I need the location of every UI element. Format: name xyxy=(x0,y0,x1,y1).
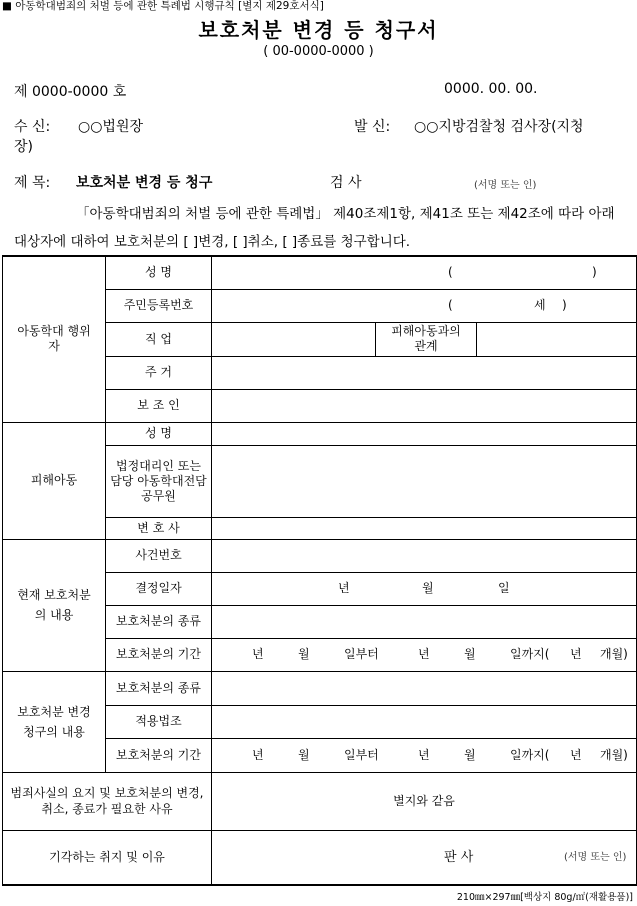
guardian-label: 법정대리인 또는 담당 아동학대전담 공무원 xyxy=(106,445,212,517)
document-title: 보호처분 변경 등 청구서 xyxy=(198,18,439,42)
recipient: ○○법원장 xyxy=(78,119,144,135)
perpetrator-address-field[interactable] xyxy=(212,356,637,389)
perpetrator-name-field[interactable]: ( ) xyxy=(212,256,637,289)
prosecutor-sign-note: (서명 또는 인) xyxy=(474,180,537,191)
perpetrator-name-label: 성 명 xyxy=(106,256,212,289)
current-type-label: 보호처분의 종류 xyxy=(106,605,212,638)
decision-date-label: 결정일자 xyxy=(106,572,212,605)
document-date: 0000. 00. 00. xyxy=(444,81,538,97)
subject-label: 제 목: xyxy=(14,175,51,191)
perpetrator-address-label: 주 거 xyxy=(106,356,212,389)
dismissal-field[interactable] xyxy=(212,830,637,885)
perpetrator-rrn-label: 주민등록번호 xyxy=(106,289,212,322)
reason-label: 범죄사실의 요지 및 보호처분의 변경, 취소, 종료가 필요한 사유 xyxy=(3,772,212,830)
request-body-text: 「아동학대범죄의 처벌 등에 관한 특례법」 제40조제1항, 제41조 또는 제42조에 따라 아래 대상자에 대하여 보호처분의 [ ]변경, [ ]취소, [ ]종료를 청구합니다. xyxy=(14,206,615,250)
change-period-field[interactable]: 년 월 일부터 년 월 일까지( 년 개월) xyxy=(212,738,637,772)
dismissal-label: 기각하는 취지 및 이유 xyxy=(3,830,212,885)
victim-section-label: 피해아동 xyxy=(3,422,106,539)
form-header-note: ■ 아동학대범죄의 처벌 등에 관한 특례법 시행규칙 [별지 제29호서식] xyxy=(2,0,324,12)
subject: 보호처분 변경 등 청구 xyxy=(76,175,213,191)
relation-label: 피해아동과의 관계 xyxy=(376,322,477,356)
current-disposition-section-label: 현재 보호처분의 내용 xyxy=(3,539,106,671)
current-period-label: 보호처분의 기간 xyxy=(106,638,212,671)
perpetrator-job-label: 직 업 xyxy=(106,322,212,356)
assistant-label: 보 조 인 xyxy=(106,389,212,422)
change-type-label: 보호처분의 종류 xyxy=(106,671,212,705)
current-period-field[interactable]: 년 월 일부터 년 월 일까지( 년 개월) xyxy=(212,638,637,671)
judge-sign-note: (서명 또는 인) xyxy=(564,851,627,863)
sender: ○○지방검찰청 검사장(지청 xyxy=(414,119,584,135)
change-type-field[interactable] xyxy=(212,671,637,705)
paper-spec-footer: 210㎜×297㎜[백상지 80g/㎡(재활용품)] xyxy=(456,892,633,903)
perpetrator-section-label: 아동학대 행위자 xyxy=(3,256,106,422)
applicable-law-label: 적용법조 xyxy=(106,705,212,738)
decision-date-field[interactable]: 년 월 일 xyxy=(212,572,637,605)
perpetrator-rrn-field[interactable]: ( 세 ) xyxy=(212,289,637,322)
case-number-field[interactable] xyxy=(212,539,637,572)
reason-field[interactable]: 별지와 같음 xyxy=(212,772,637,830)
recipient-label: 수 신: xyxy=(14,119,51,135)
applicable-law-field[interactable] xyxy=(212,705,637,738)
change-period-label: 보호처분의 기간 xyxy=(106,738,212,772)
lawyer-field[interactable] xyxy=(212,517,637,539)
request-form-table xyxy=(2,255,637,886)
document-number: 제 0000-0000 호 xyxy=(14,84,127,100)
perpetrator-job-field[interactable] xyxy=(212,322,376,356)
document-subtitle: ( 00-0000-0000 ) xyxy=(263,44,374,59)
victim-name-label: 성 명 xyxy=(106,422,212,445)
sender-label: 발 신: xyxy=(354,119,391,135)
judge-label: 판 사 xyxy=(444,849,474,865)
current-type-field[interactable] xyxy=(212,605,637,638)
prosecutor-label: 검 사 xyxy=(330,175,362,191)
guardian-field[interactable] xyxy=(212,445,637,517)
sender-continued: 장) xyxy=(14,139,33,155)
victim-name-field[interactable] xyxy=(212,422,637,445)
lawyer-label: 변 호 사 xyxy=(106,517,212,539)
change-request-section-label: 보호처분 변경 청구의 내용 xyxy=(3,671,106,772)
relation-field[interactable] xyxy=(477,322,637,356)
assistant-field[interactable] xyxy=(212,389,637,422)
case-number-label: 사건번호 xyxy=(106,539,212,572)
